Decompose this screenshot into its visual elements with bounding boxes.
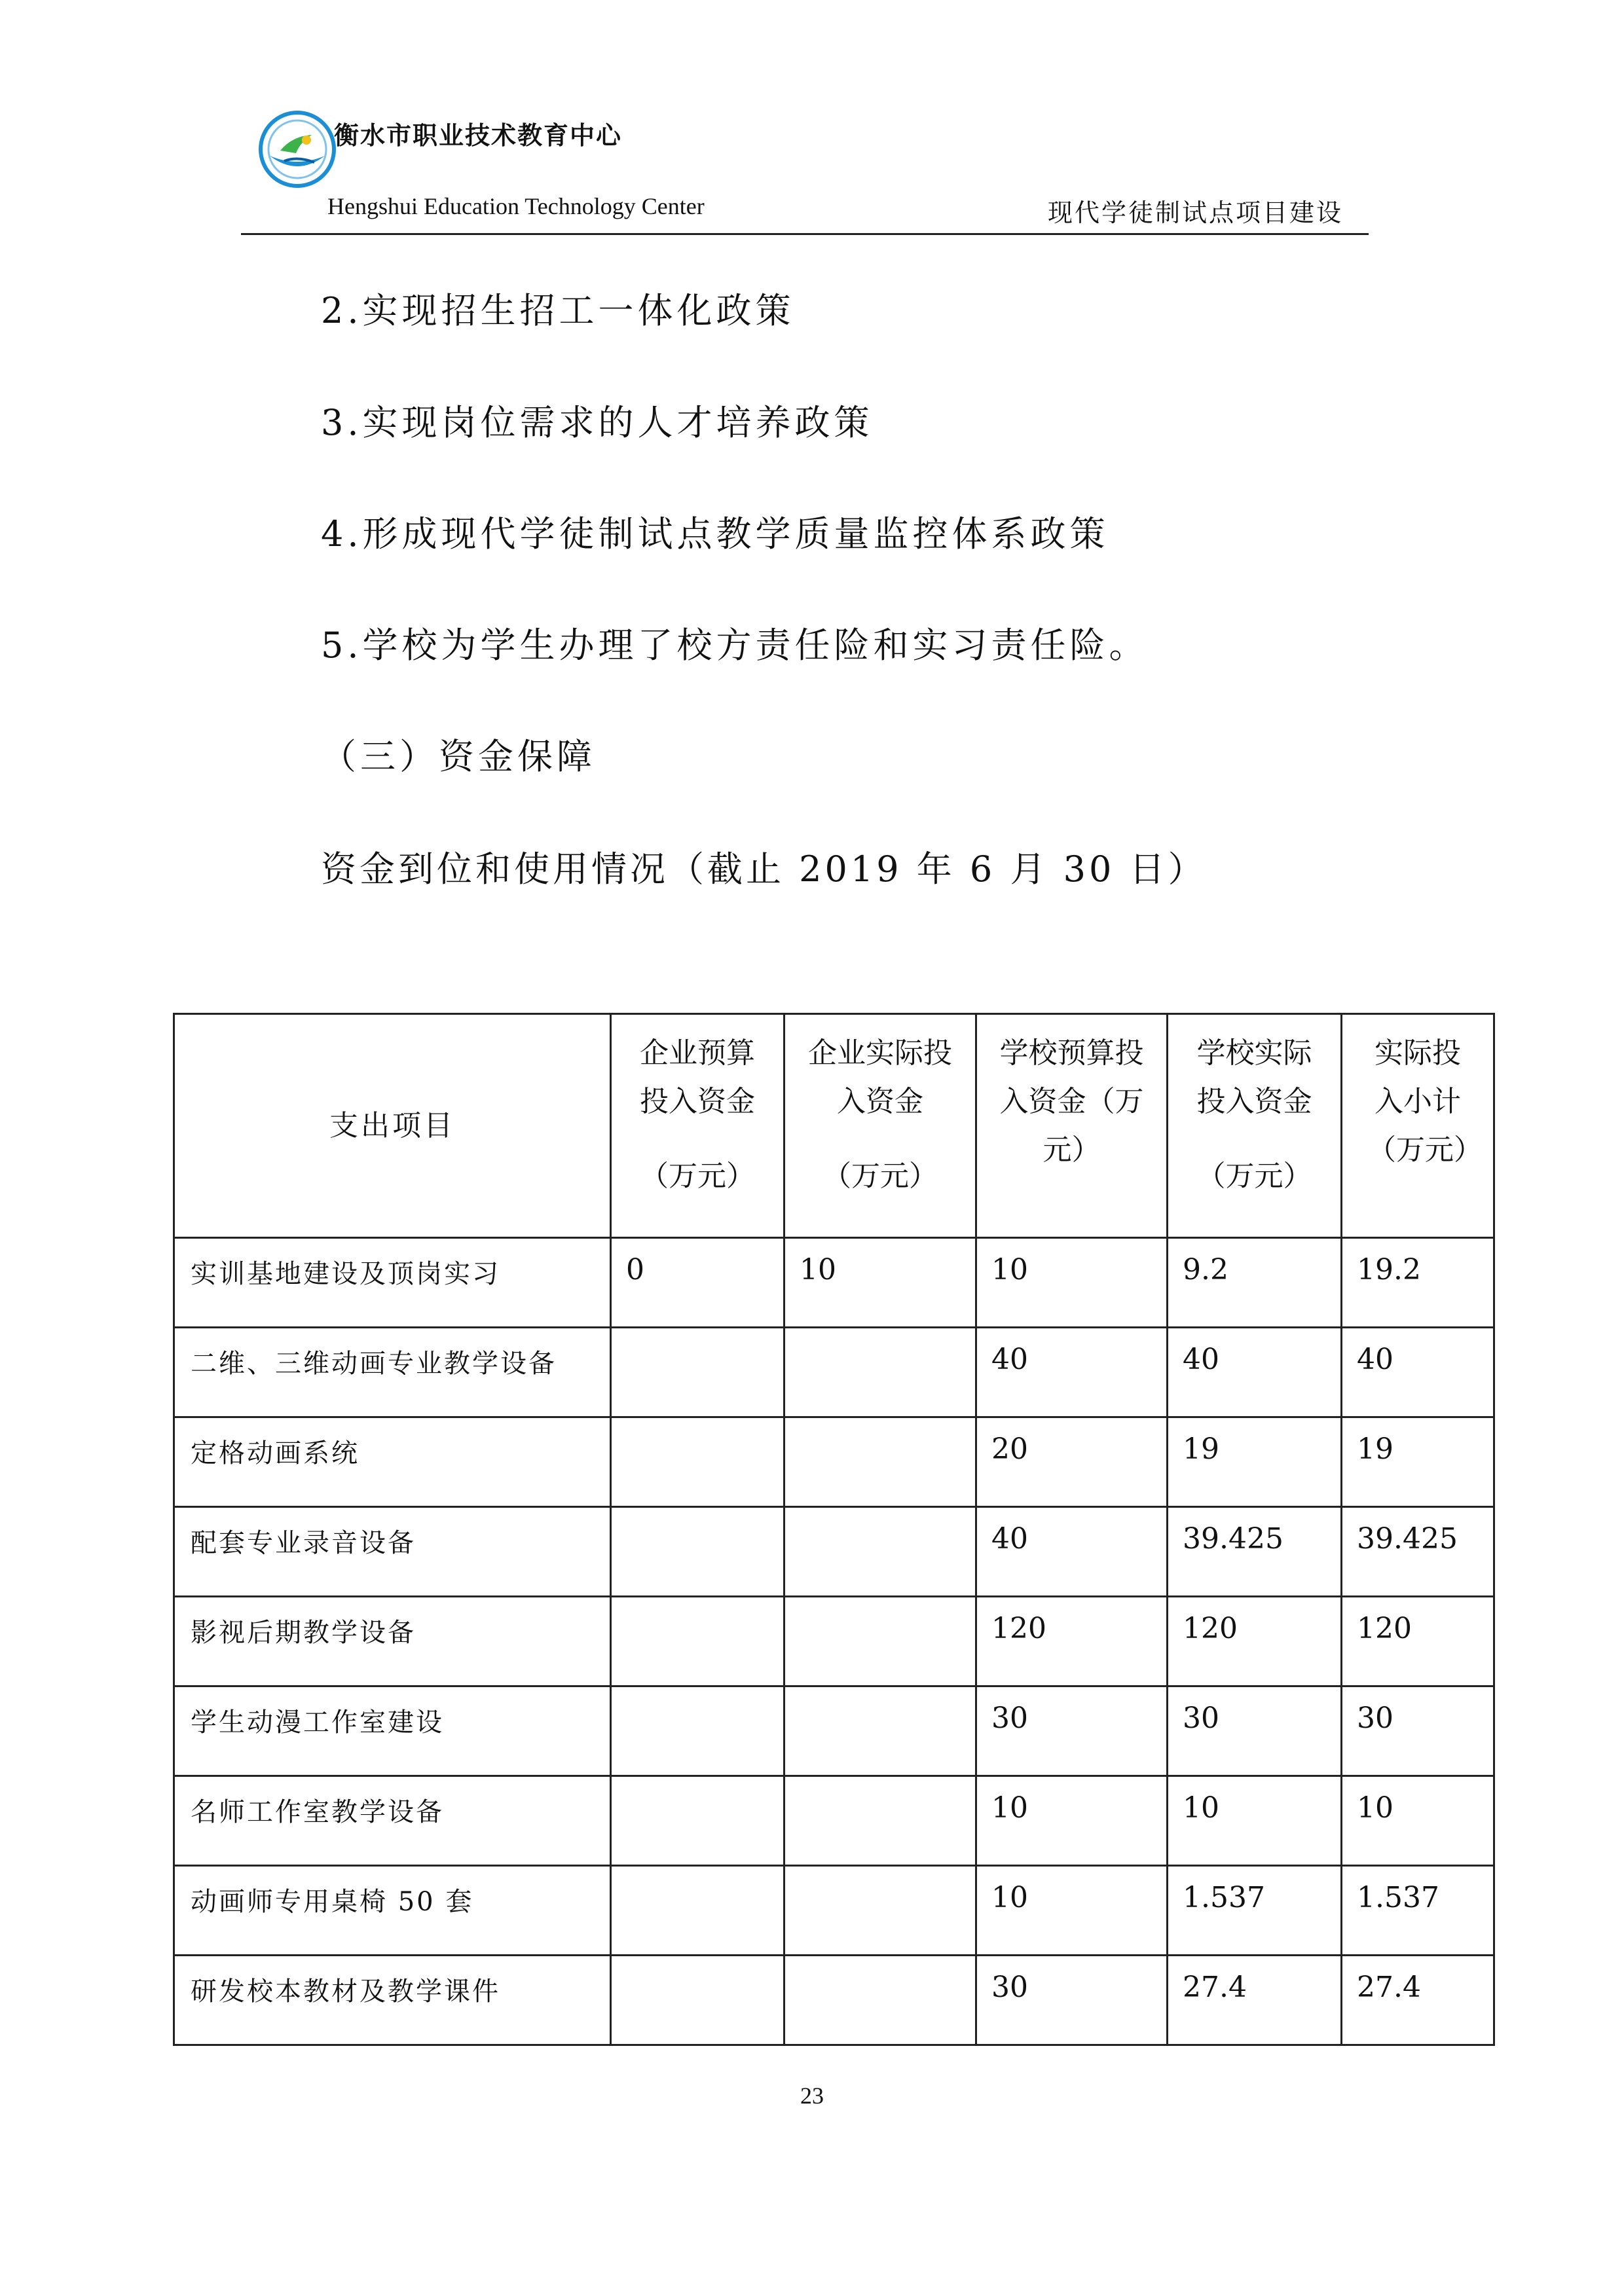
cell-school-budget: 40	[976, 1328, 1168, 1417]
org-name: 衡水市职业技术教育中心	[334, 120, 623, 150]
cell-item: 学生动漫工作室建设	[174, 1686, 611, 1776]
table-row	[174, 1686, 1494, 1776]
header-school-budget: 学校预算投入资金（万元）	[976, 1014, 1168, 1238]
cell-subtotal: 30	[1342, 1686, 1494, 1776]
cell-school-budget: 20	[976, 1417, 1168, 1507]
cell-enterprise-budget	[611, 1956, 784, 2045]
table-row	[174, 1597, 1494, 1686]
cell-subtotal: 27.4	[1342, 1956, 1494, 2045]
cell-enterprise-budget: 0	[611, 1238, 784, 1328]
org-name-english: Hengshui Education Technology Center	[327, 193, 705, 219]
cell-school-actual: 39.425	[1168, 1507, 1342, 1597]
cell-school-budget: 30	[976, 1956, 1168, 2045]
header-actual-subtotal: 实际投入小计（万元）	[1342, 1014, 1494, 1238]
cell-item: 研发校本教材及教学课件	[174, 1956, 611, 2045]
cell-enterprise-actual	[784, 1776, 976, 1866]
cell-enterprise-actual	[784, 1417, 976, 1507]
cell-subtotal: 10	[1342, 1776, 1494, 1866]
cell-subtotal: 120	[1342, 1597, 1494, 1686]
cell-school-actual: 120	[1168, 1597, 1342, 1686]
cell-school-actual: 27.4	[1168, 1956, 1342, 2045]
cell-item: 定格动画系统	[174, 1417, 611, 1507]
funding-table	[173, 1013, 1495, 2046]
cell-enterprise-budget	[611, 1597, 784, 1686]
cell-enterprise-actual	[784, 1597, 976, 1686]
cell-school-budget: 10	[976, 1866, 1168, 1956]
cell-enterprise-budget	[611, 1776, 784, 1866]
policy-item-3: 3.实现岗位需求的人才培养政策	[321, 402, 874, 443]
cell-school-budget: 10	[976, 1776, 1168, 1866]
policy-item-5: 5.学校为学生办理了校方责任险和实习责任险。	[321, 625, 1149, 666]
table-row	[174, 1328, 1494, 1417]
cell-enterprise-budget	[611, 1507, 784, 1597]
table-header-row	[174, 1014, 1494, 1238]
cell-enterprise-actual	[784, 1686, 976, 1776]
cell-school-actual: 19	[1168, 1417, 1342, 1507]
section-heading: （三）资金保障	[321, 736, 596, 777]
cell-school-actual: 1.537	[1168, 1866, 1342, 1956]
cell-subtotal: 19	[1342, 1417, 1494, 1507]
cell-school-actual: 10	[1168, 1776, 1342, 1866]
cell-school-budget: 120	[976, 1597, 1168, 1686]
cell-enterprise-budget	[611, 1328, 784, 1417]
school-emblem-icon	[258, 110, 337, 189]
cell-school-actual: 9.2	[1168, 1238, 1342, 1328]
page-number: 23	[800, 2083, 824, 2109]
table-row	[174, 1866, 1494, 1956]
cell-enterprise-actual	[784, 1866, 976, 1956]
header-enterprise-actual: 企业实际投入资金 （万元）	[784, 1014, 976, 1238]
cell-item: 名师工作室教学设备	[174, 1776, 611, 1866]
table-row	[174, 1238, 1494, 1328]
cell-school-budget: 10	[976, 1238, 1168, 1328]
cell-enterprise-budget	[611, 1686, 784, 1776]
cell-school-actual: 30	[1168, 1686, 1342, 1776]
header-school-actual: 学校实际投入资金 （万元）	[1168, 1014, 1342, 1238]
cell-subtotal: 1.537	[1342, 1866, 1494, 1956]
cell-school-budget: 30	[976, 1686, 1168, 1776]
cell-enterprise-budget	[611, 1866, 784, 1956]
cell-enterprise-actual: 10	[784, 1238, 976, 1328]
policy-item-4: 4.形成现代学徒制试点教学质量监控体系政策	[321, 513, 1109, 555]
cell-enterprise-budget	[611, 1417, 784, 1507]
cell-item: 配套专业录音设备	[174, 1507, 611, 1597]
cell-item: 二维、三维动画专业教学设备	[174, 1328, 611, 1417]
cell-enterprise-actual	[784, 1328, 976, 1417]
table-row	[174, 1776, 1494, 1866]
header-enterprise-budget: 企业预算投入资金 （万元）	[611, 1014, 784, 1238]
table-row	[174, 1507, 1494, 1597]
cell-item: 影视后期教学设备	[174, 1597, 611, 1686]
table-caption: 资金到位和使用情况（截止 2019 年 6 月 30 日）	[321, 848, 1207, 890]
header-item: 支出项目	[174, 1014, 611, 1238]
table-row	[174, 1417, 1494, 1507]
cell-item: 实训基地建设及顶岗实习	[174, 1238, 611, 1328]
cell-subtotal: 40	[1342, 1328, 1494, 1417]
project-title: 现代学徒制试点项目建设	[1048, 198, 1344, 227]
cell-school-actual: 40	[1168, 1328, 1342, 1417]
policy-item-2: 2.实现招生招工一体化政策	[321, 290, 795, 331]
table-row	[174, 1956, 1494, 2045]
cell-subtotal: 39.425	[1342, 1507, 1494, 1597]
cell-subtotal: 19.2	[1342, 1238, 1494, 1328]
cell-enterprise-actual	[784, 1956, 976, 2045]
cell-item: 动画师专用桌椅 50 套	[174, 1866, 611, 1956]
header-divider	[241, 233, 1369, 235]
cell-school-budget: 40	[976, 1507, 1168, 1597]
cell-enterprise-actual	[784, 1507, 976, 1597]
